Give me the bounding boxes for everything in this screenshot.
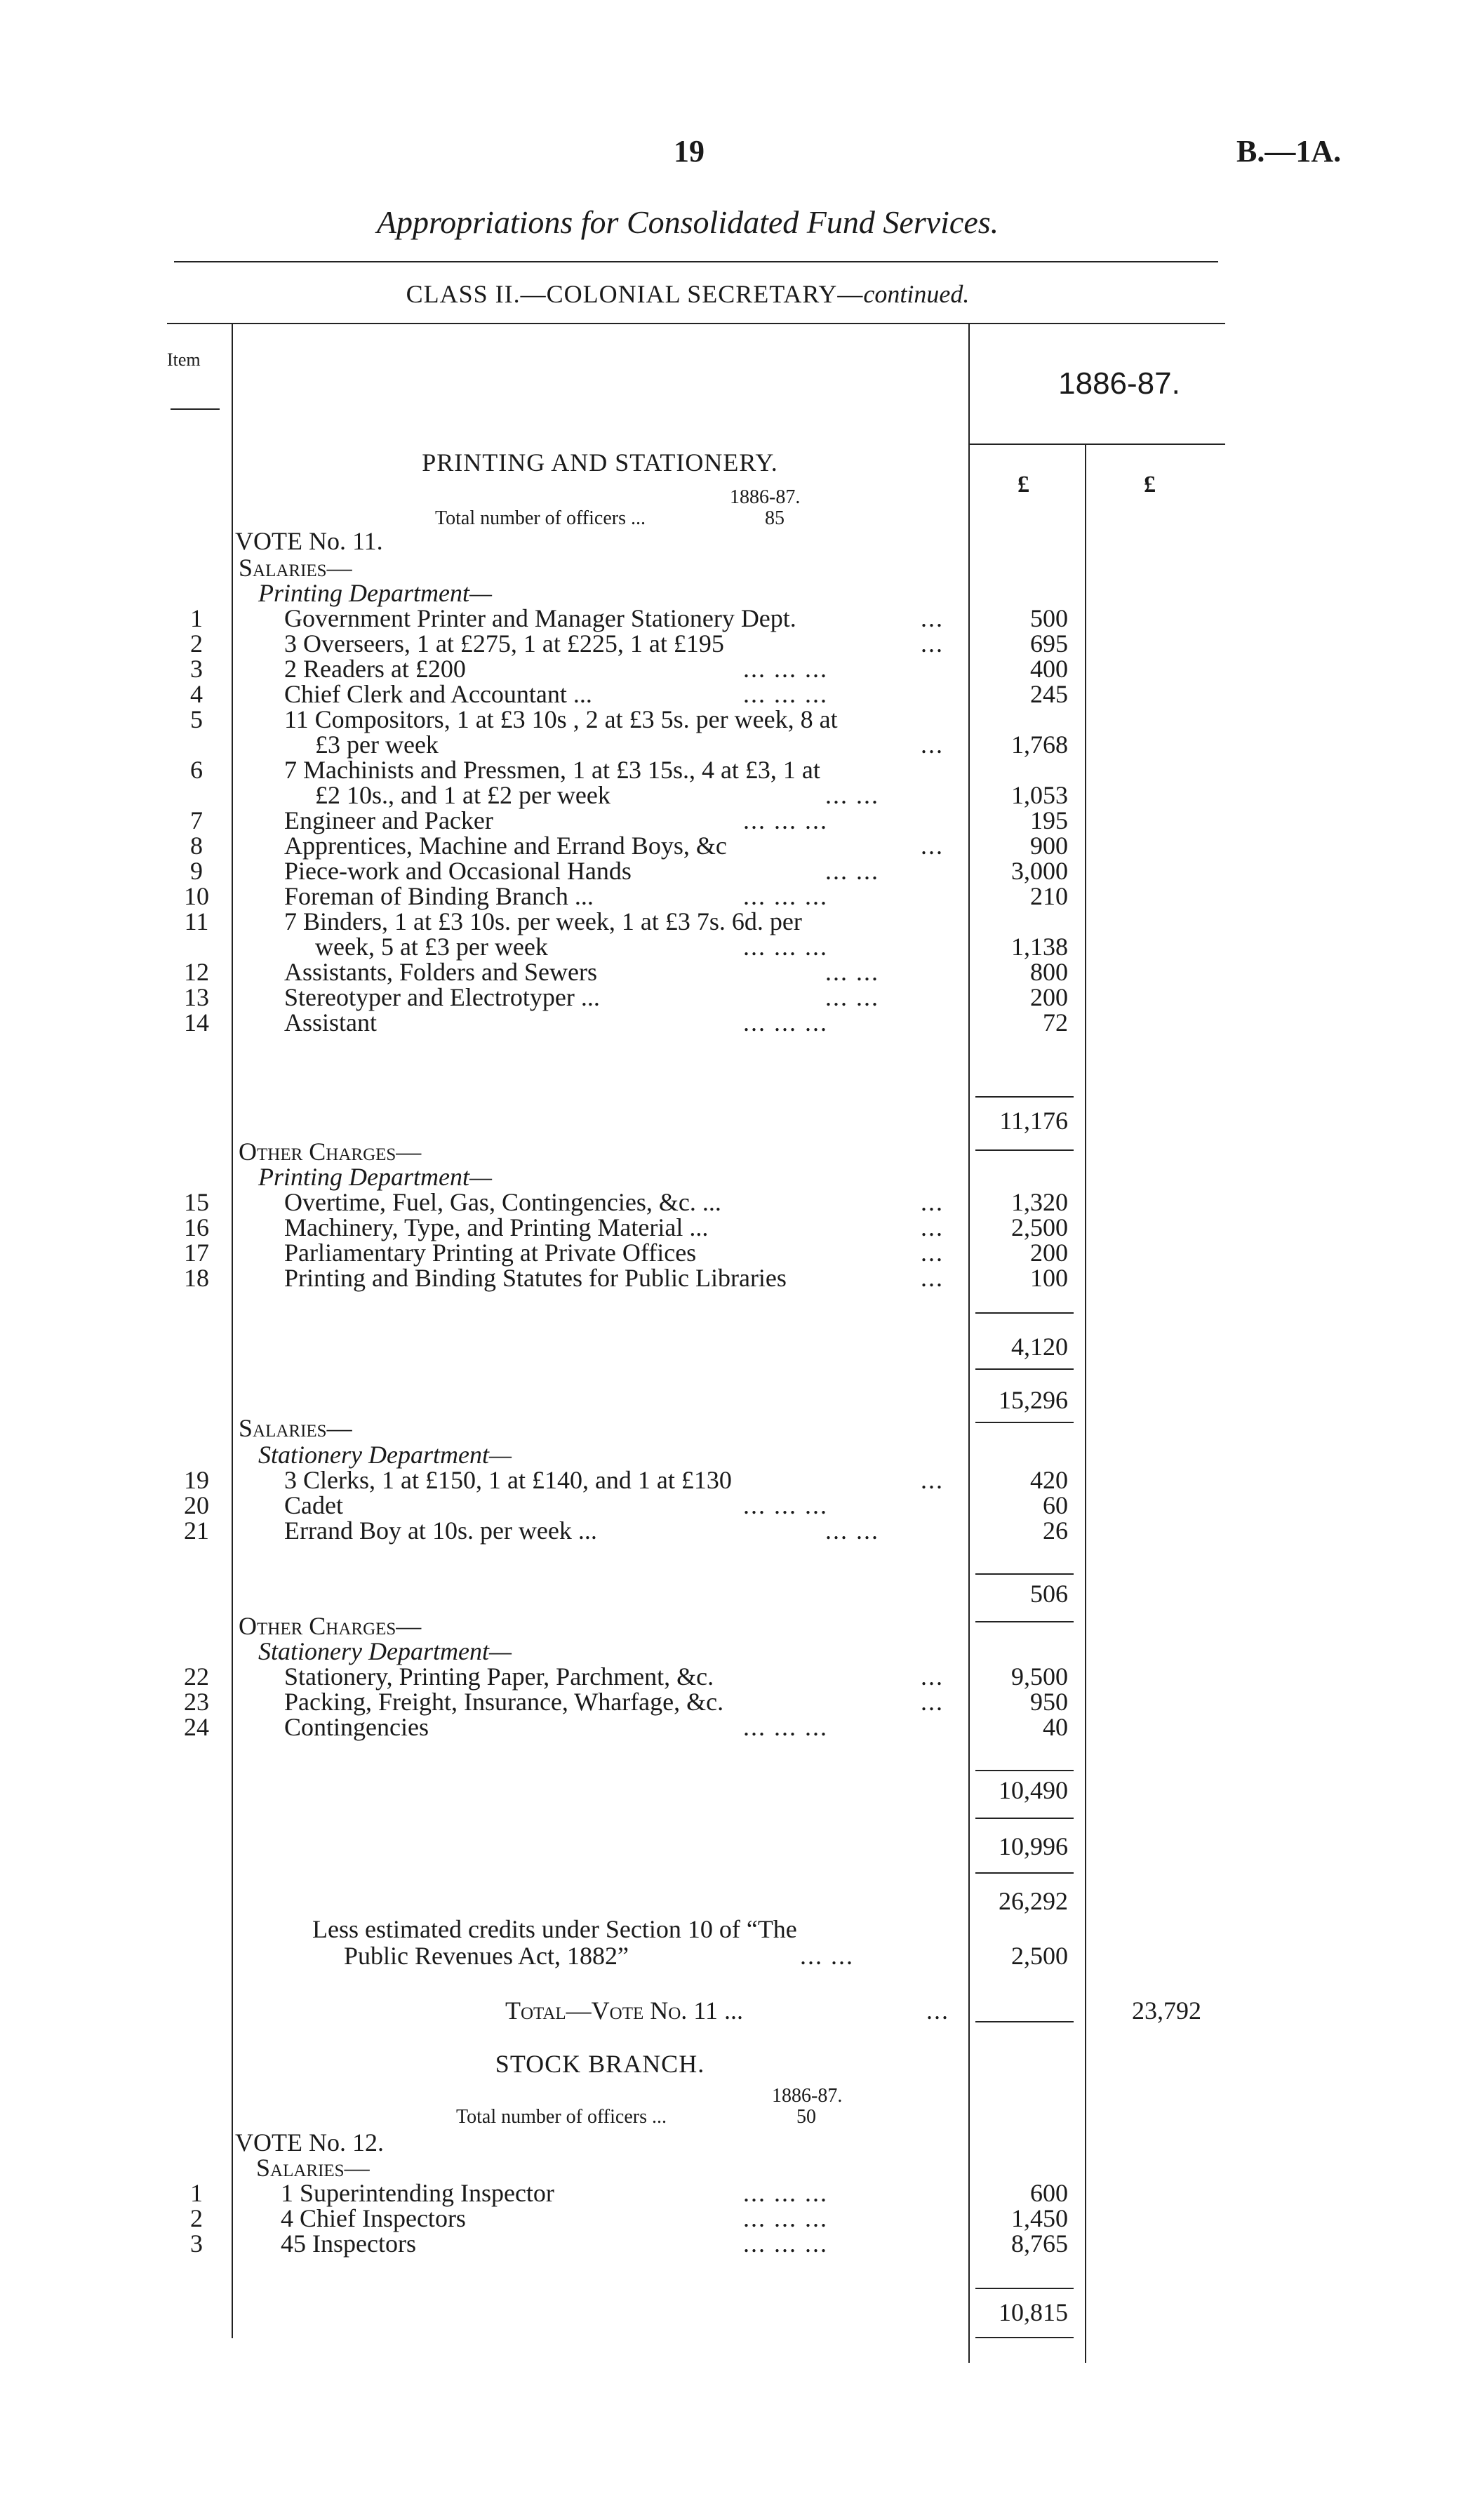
leader-dots: ... ... ... <box>743 2229 828 2258</box>
stationery-other-subtotal: 10,490 <box>999 1776 1068 1804</box>
stationery-salaries-subtotal: 506 <box>1030 1580 1068 1608</box>
item-column-rule <box>232 324 233 2338</box>
item-amount: 72 <box>1043 1008 1068 1036</box>
leader-dots: ... ... ... <box>743 806 828 834</box>
leader-dots: ... ... ... <box>743 1491 828 1519</box>
other-department-label: Printing Department— <box>258 1163 492 1191</box>
item-number: 8 <box>190 832 203 860</box>
item-description: 3 Clerks, 1 at £150, 1 at £140, and 1 at £130 <box>284 1466 732 1494</box>
other-subtotal: 4,120 <box>1011 1333 1068 1361</box>
item-description: 7 Machinists and Pressmen, 1 at £3 15s., 4 at £3, 1 at <box>284 756 820 784</box>
item-column-header: Item <box>167 349 201 370</box>
item-amount: 695 <box>1030 629 1068 658</box>
leader-dots: ... <box>921 731 944 759</box>
item-amount: 600 <box>1030 2179 1068 2207</box>
amount-column-rule-left <box>968 324 970 2363</box>
officers-year: 1886-87. <box>730 486 801 508</box>
leader-dots: ... <box>921 1688 944 1716</box>
item-number: 2 <box>190 629 203 658</box>
item-description: Government Printer and Manager Stationery Dept. <box>284 604 796 632</box>
item-description: Parliamentary Printing at Private Offices <box>284 1239 697 1267</box>
leader-dots: ... <box>921 604 944 632</box>
class-title-text: CLASS II.—COLONIAL SECRETARY— <box>406 280 864 308</box>
item-amount: 40 <box>1043 1713 1068 1741</box>
leader-dots: ... ... ... <box>743 2204 828 2232</box>
stock-total-rule-bottom <box>975 2337 1074 2338</box>
item-amount: 9,500 <box>1011 1662 1068 1691</box>
leader-dots: ... ... <box>825 1516 879 1545</box>
item-header-rule <box>171 408 220 410</box>
leader-dots: ... ... ... <box>743 933 828 961</box>
total-vote-dots: ... <box>926 1996 949 2025</box>
item-amount: 3,000 <box>1011 857 1068 885</box>
leader-dots: ... <box>921 1188 944 1216</box>
less-credits-text-2: Public Revenues Act, 1882” <box>344 1942 629 1970</box>
item-amount: 100 <box>1030 1264 1068 1292</box>
officers-count: 85 <box>765 507 785 529</box>
item-amount: 420 <box>1030 1466 1068 1494</box>
item-description: 3 Overseers, 1 at £275, 1 at £225, 1 at £195 <box>284 629 724 658</box>
item-number: 20 <box>184 1491 209 1519</box>
item-description: 11 Compositors, 1 at £3 10s , 2 at £3 5s. per week, 8 at <box>284 705 838 733</box>
stock-officers-label: Total number of officers ... <box>456 2106 667 2128</box>
item-description-continued: week, 5 at £3 per week <box>315 933 548 961</box>
stock-total: 10,815 <box>999 2298 1068 2326</box>
item-amount: 1,053 <box>1011 781 1068 809</box>
pound-sign-right: £ <box>1144 472 1156 498</box>
leader-dots: ... ... <box>825 958 879 986</box>
stock-vote-label: VOTE No. 12. <box>235 2128 384 2156</box>
item-amount: 8,765 <box>1011 2229 1068 2258</box>
item-description: Overtime, Fuel, Gas, Contingencies, &c. ... <box>284 1188 721 1216</box>
amount-column-rule-mid <box>1085 444 1086 2363</box>
leader-dots: ... ... <box>825 781 879 809</box>
leader-dots: ... <box>921 832 944 860</box>
item-number: 6 <box>190 756 203 784</box>
leader-dots: ... ... ... <box>743 2179 828 2207</box>
item-amount: 1,450 <box>1011 2204 1068 2232</box>
item-description: Stationery, Printing Paper, Parchment, &c. <box>284 1662 714 1691</box>
leader-dots: ... ... ... <box>743 1713 828 1741</box>
year-column-header: 1886-87. <box>1058 366 1180 401</box>
leader-dots: ... ... ... <box>743 882 828 910</box>
leader-dots: ... ... ... <box>743 680 828 708</box>
item-number: 15 <box>184 1188 209 1216</box>
other-charges-label: Other Charges— <box>239 1138 422 1166</box>
item-number: 9 <box>190 857 203 885</box>
leader-dots: ... ... ... <box>743 1008 828 1036</box>
item-number: 4 <box>190 680 203 708</box>
page-title: Appropriations for Consolidated Fund Services. <box>376 204 999 240</box>
item-number: 10 <box>184 882 209 910</box>
item-description-continued: £3 per week <box>315 731 439 759</box>
vote-label: VOTE No. 11. <box>235 527 383 555</box>
item-amount: 2,500 <box>1011 1213 1068 1241</box>
pound-sign-left: £ <box>1017 472 1029 498</box>
other-subtotal-rule <box>975 1312 1074 1314</box>
leader-dots: ... ... <box>825 983 879 1011</box>
table-top-rule <box>167 323 1225 324</box>
item-number: 13 <box>184 983 209 1011</box>
year-header-rule <box>968 444 1225 445</box>
salaries-subtotal: 11,176 <box>999 1107 1068 1135</box>
item-amount: 195 <box>1030 806 1068 834</box>
leader-dots: ... <box>921 1264 944 1292</box>
item-number: 12 <box>184 958 209 986</box>
item-amount: 245 <box>1030 680 1068 708</box>
printing-total-rule-bottom <box>975 1422 1074 1423</box>
leader-dots: ... <box>921 629 944 658</box>
item-description: Chief Clerk and Accountant ... <box>284 680 592 708</box>
item-amount: 210 <box>1030 882 1068 910</box>
item-amount: 1,320 <box>1011 1188 1068 1216</box>
item-amount: 1,138 <box>1011 933 1068 961</box>
total-vote-rule <box>975 2021 1074 2022</box>
item-number: 1 <box>190 604 203 632</box>
item-description: Assistants, Folders and Sewers <box>284 958 597 986</box>
subtotal-rule <box>975 1096 1074 1098</box>
item-number: 5 <box>190 705 203 733</box>
leader-dots: ... <box>921 1239 944 1267</box>
less-credits-text: Less estimated credits under Section 10 of “The <box>312 1915 797 1943</box>
salaries-label: Salaries— <box>239 554 352 582</box>
item-description: Machinery, Type, and Printing Material ... <box>284 1213 709 1241</box>
item-amount: 1,768 <box>1011 731 1068 759</box>
item-number: 7 <box>190 806 203 834</box>
class-continued: continued. <box>863 280 970 308</box>
item-description: Stereotyper and Electrotyper ... <box>284 983 600 1011</box>
item-number: 24 <box>184 1713 209 1741</box>
item-amount: 800 <box>1030 958 1068 986</box>
stationery-other-rule-bottom <box>975 1818 1074 1819</box>
item-number: 3 <box>190 2229 203 2258</box>
stock-officers-year: 1886-87. <box>772 2085 843 2107</box>
item-description: 7 Binders, 1 at £3 10s. per week, 1 at £3 7s. 6d. per <box>284 907 802 935</box>
item-amount: 200 <box>1030 1239 1068 1267</box>
item-description: Packing, Freight, Insurance, Wharfage, &c. <box>284 1688 724 1716</box>
item-amount: 400 <box>1030 655 1068 683</box>
stock-total-rule <box>975 2288 1074 2289</box>
document-reference: B.—1A. <box>1236 134 1342 168</box>
item-number: 2 <box>190 2204 203 2232</box>
subtotal-rule-bottom <box>975 1149 1074 1151</box>
item-amount: 26 <box>1043 1516 1068 1545</box>
less-credits-dots: ... ... <box>800 1942 854 1970</box>
stationery-other-label: Other Charges— <box>239 1612 422 1640</box>
item-description: Foreman of Binding Branch ... <box>284 882 594 910</box>
item-description: Cadet <box>284 1491 343 1519</box>
section-heading: PRINTING AND STATIONERY. <box>422 448 778 476</box>
item-description: 45 Inspectors <box>281 2229 416 2258</box>
item-number: 16 <box>184 1213 209 1241</box>
stock-heading: STOCK BRANCH. <box>495 2050 705 2078</box>
page-number: 19 <box>674 134 705 168</box>
leader-dots: ... ... ... <box>743 655 828 683</box>
stationery-department-label: Stationery Department— <box>258 1441 512 1469</box>
total-vote-label: Total—Vote No. 11 ... <box>505 1996 743 2025</box>
total-vote-amount: 23,792 <box>1132 1996 1201 2025</box>
item-number: 14 <box>184 1008 209 1036</box>
item-description-continued: £2 10s., and 1 at £2 per week <box>315 781 610 809</box>
printing-total-rule <box>975 1368 1074 1370</box>
item-description: Assistant <box>284 1008 378 1036</box>
title-rule <box>174 261 1218 262</box>
item-number: 11 <box>184 907 209 935</box>
item-number: 22 <box>184 1662 209 1691</box>
stock-salaries-label: Salaries— <box>256 2154 370 2182</box>
item-description: Errand Boy at 10s. per week ... <box>284 1516 597 1545</box>
item-number: 23 <box>184 1688 209 1716</box>
item-description: 4 Chief Inspectors <box>281 2204 466 2232</box>
item-description: Apprentices, Machine and Errand Boys, &c <box>284 832 727 860</box>
item-description: Engineer and Packer <box>284 806 493 834</box>
class-title <box>0 279 1375 309</box>
grand-rule <box>975 1872 1074 1874</box>
officers-label: Total number of officers ... <box>435 507 646 529</box>
leader-dots: ... <box>921 1662 944 1691</box>
item-description: Piece-work and Occasional Hands <box>284 857 632 885</box>
item-number: 1 <box>190 2179 203 2207</box>
item-number: 18 <box>184 1264 209 1292</box>
stationery-other-rule <box>975 1770 1074 1771</box>
item-number: 3 <box>190 655 203 683</box>
item-amount: 200 <box>1030 983 1068 1011</box>
item-number: 21 <box>184 1516 209 1545</box>
stationery-other-department-label: Stationery Department— <box>258 1637 512 1665</box>
grand-total: 26,292 <box>999 1887 1068 1915</box>
item-description: Contingencies <box>284 1713 429 1741</box>
item-amount: 950 <box>1030 1688 1068 1716</box>
leader-dots: ... <box>921 1466 944 1494</box>
item-number: 17 <box>184 1239 209 1267</box>
item-amount: 60 <box>1043 1491 1068 1519</box>
leader-dots: ... ... <box>825 857 879 885</box>
stationery-salaries-label: Salaries— <box>239 1414 352 1442</box>
leader-dots: ... <box>921 1213 944 1241</box>
item-description: 2 Readers at £200 <box>284 655 466 683</box>
stock-officers-count: 50 <box>796 2106 816 2128</box>
item-description: 1 Superintending Inspector <box>281 2179 554 2207</box>
stationery-total: 10,996 <box>999 1832 1068 1860</box>
item-description: Printing and Binding Statutes for Public Libraries <box>284 1264 787 1292</box>
department-label: Printing Department— <box>258 579 492 607</box>
stationery-subtotal-rule-bottom <box>975 1621 1074 1622</box>
item-number: 19 <box>184 1466 209 1494</box>
item-amount: 500 <box>1030 604 1068 632</box>
less-credits-amount: 2,500 <box>1011 1942 1068 1970</box>
item-amount: 900 <box>1030 832 1068 860</box>
printing-total: 15,296 <box>999 1386 1068 1414</box>
stationery-subtotal-rule <box>975 1573 1074 1575</box>
